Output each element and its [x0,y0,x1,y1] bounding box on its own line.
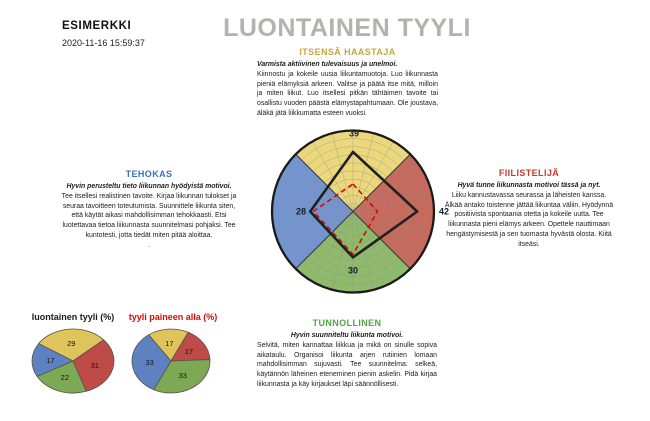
section-heading-tunnollinen: TUNNOLLINEN [312,318,382,328]
section-lead: Varmista aktiivinen tulevaisuus ja unelmoi. [257,61,398,68]
pie-slice-label: 17 [165,338,174,348]
section-fiilistelija [443,168,615,250]
pie-slice-label: 29 [67,338,76,348]
pie-slice-label: 17 [184,346,194,356]
pie-title-luontainen-tyyli: luontainen tyyli (%) [31,312,115,322]
section-tunnollinen [257,318,437,390]
pie-title-tyyli-paineen-alla: tyyli paineen alla (%) [128,312,218,322]
section-heading-fiilistelija: FIILISTELIJÄ [498,168,560,178]
section-heading-itsensa-haastaja: ITSENSÄ HAASTAJA [299,47,396,57]
section-tehokas [59,169,239,251]
section-body: Selvitä, miten kannattaa liikkua ja mikä on sinulle sopiva aikataulu. Organisoi liikunta arjen rutiinien lomaan mahdollisimman sujuvasti. Tee suunnitelma: selkeä, käytännön läheinen eteneminen pienin askelin. Pidä kirjaa liikunnasta ja käy kirjaukset läpi säännöllisesti. [257,341,437,388]
section-lead: Hyvin suunniteltu liikunta motivoi. [290,332,404,339]
section-body: Liiku kannustavassa seurassa ja läheisten kanssa. Älkää antako toistenne jättää liikuntaa väliin. Hyödynnä positiivista spontaania otetta ja kokeile uutta. Tee liikunnasta pieni elämys arkeen. Opettele nauttimaan hengästymisestä ja sen tuomasta hyvästä olosta. Kiitä itseäsi. [444,191,614,248]
report-timestamp: 2020-11-16 15:59:37 [62,38,145,48]
section-heading-tehokas: TEHOKAS [125,169,173,179]
radar-value-label: 30 [347,265,359,276]
radar-value-label: 39 [348,128,360,139]
section-itsensa-haastaja [257,47,438,119]
section-body: Kiinnostu ja kokeile uusia liikuntamuotoja. Luo liikunnasta pieniä elämyksiä arkeen. Valitse ja päätä itse mitä, milloin ja miten liikut. Luo itsellesi pitkän tähtäimen tavoite tai osallistu vuoden päästä elämystapahtumaan. Ole joustava, äläkä jätä liikkumatta esteen vuoksi. [257,70,438,117]
pie-slice-label: 31 [90,361,99,371]
section-lead: Hyvä tunne liikunnasta motivoi tässä ja nyt. [457,182,601,189]
pie-chart-luontainen-tyyli [27,326,123,396]
radar-value-label: 28 [295,206,307,217]
radar-chart [253,126,453,298]
example-label: ESIMERKKI [62,20,132,32]
section-body: Tee itsellesi realistinen tavoite. Kirjaa liikunnan tulokset ja seuraa tavoitteen toteutumista. Suunnittele liikunta siten, että käytät aikasi mahdollisimman tehokkaasti. Etsi luotettavaa tietoa liikunnasta suunnitelmasi pohjaksi. Tee kuntotesti, jotta tiedät miten pitää aloittaa. [61,192,237,239]
radar-value-label: 42 [438,206,450,217]
page-title: LUONTAINEN TYYLI [223,14,471,42]
section-footnote: . [148,241,150,249]
pie-slice-label: 33 [178,371,187,381]
section-lead: Hyvin perusteltu tieto liikunnan hyödyistä motivoi. [66,183,232,190]
pie-chart-tyyli-paineen-alla [126,326,218,396]
report-header [62,20,145,48]
pie-slice-label: 17 [46,355,55,365]
pie-slice-label: 33 [145,357,154,367]
pie-slice-label: 22 [60,372,70,382]
